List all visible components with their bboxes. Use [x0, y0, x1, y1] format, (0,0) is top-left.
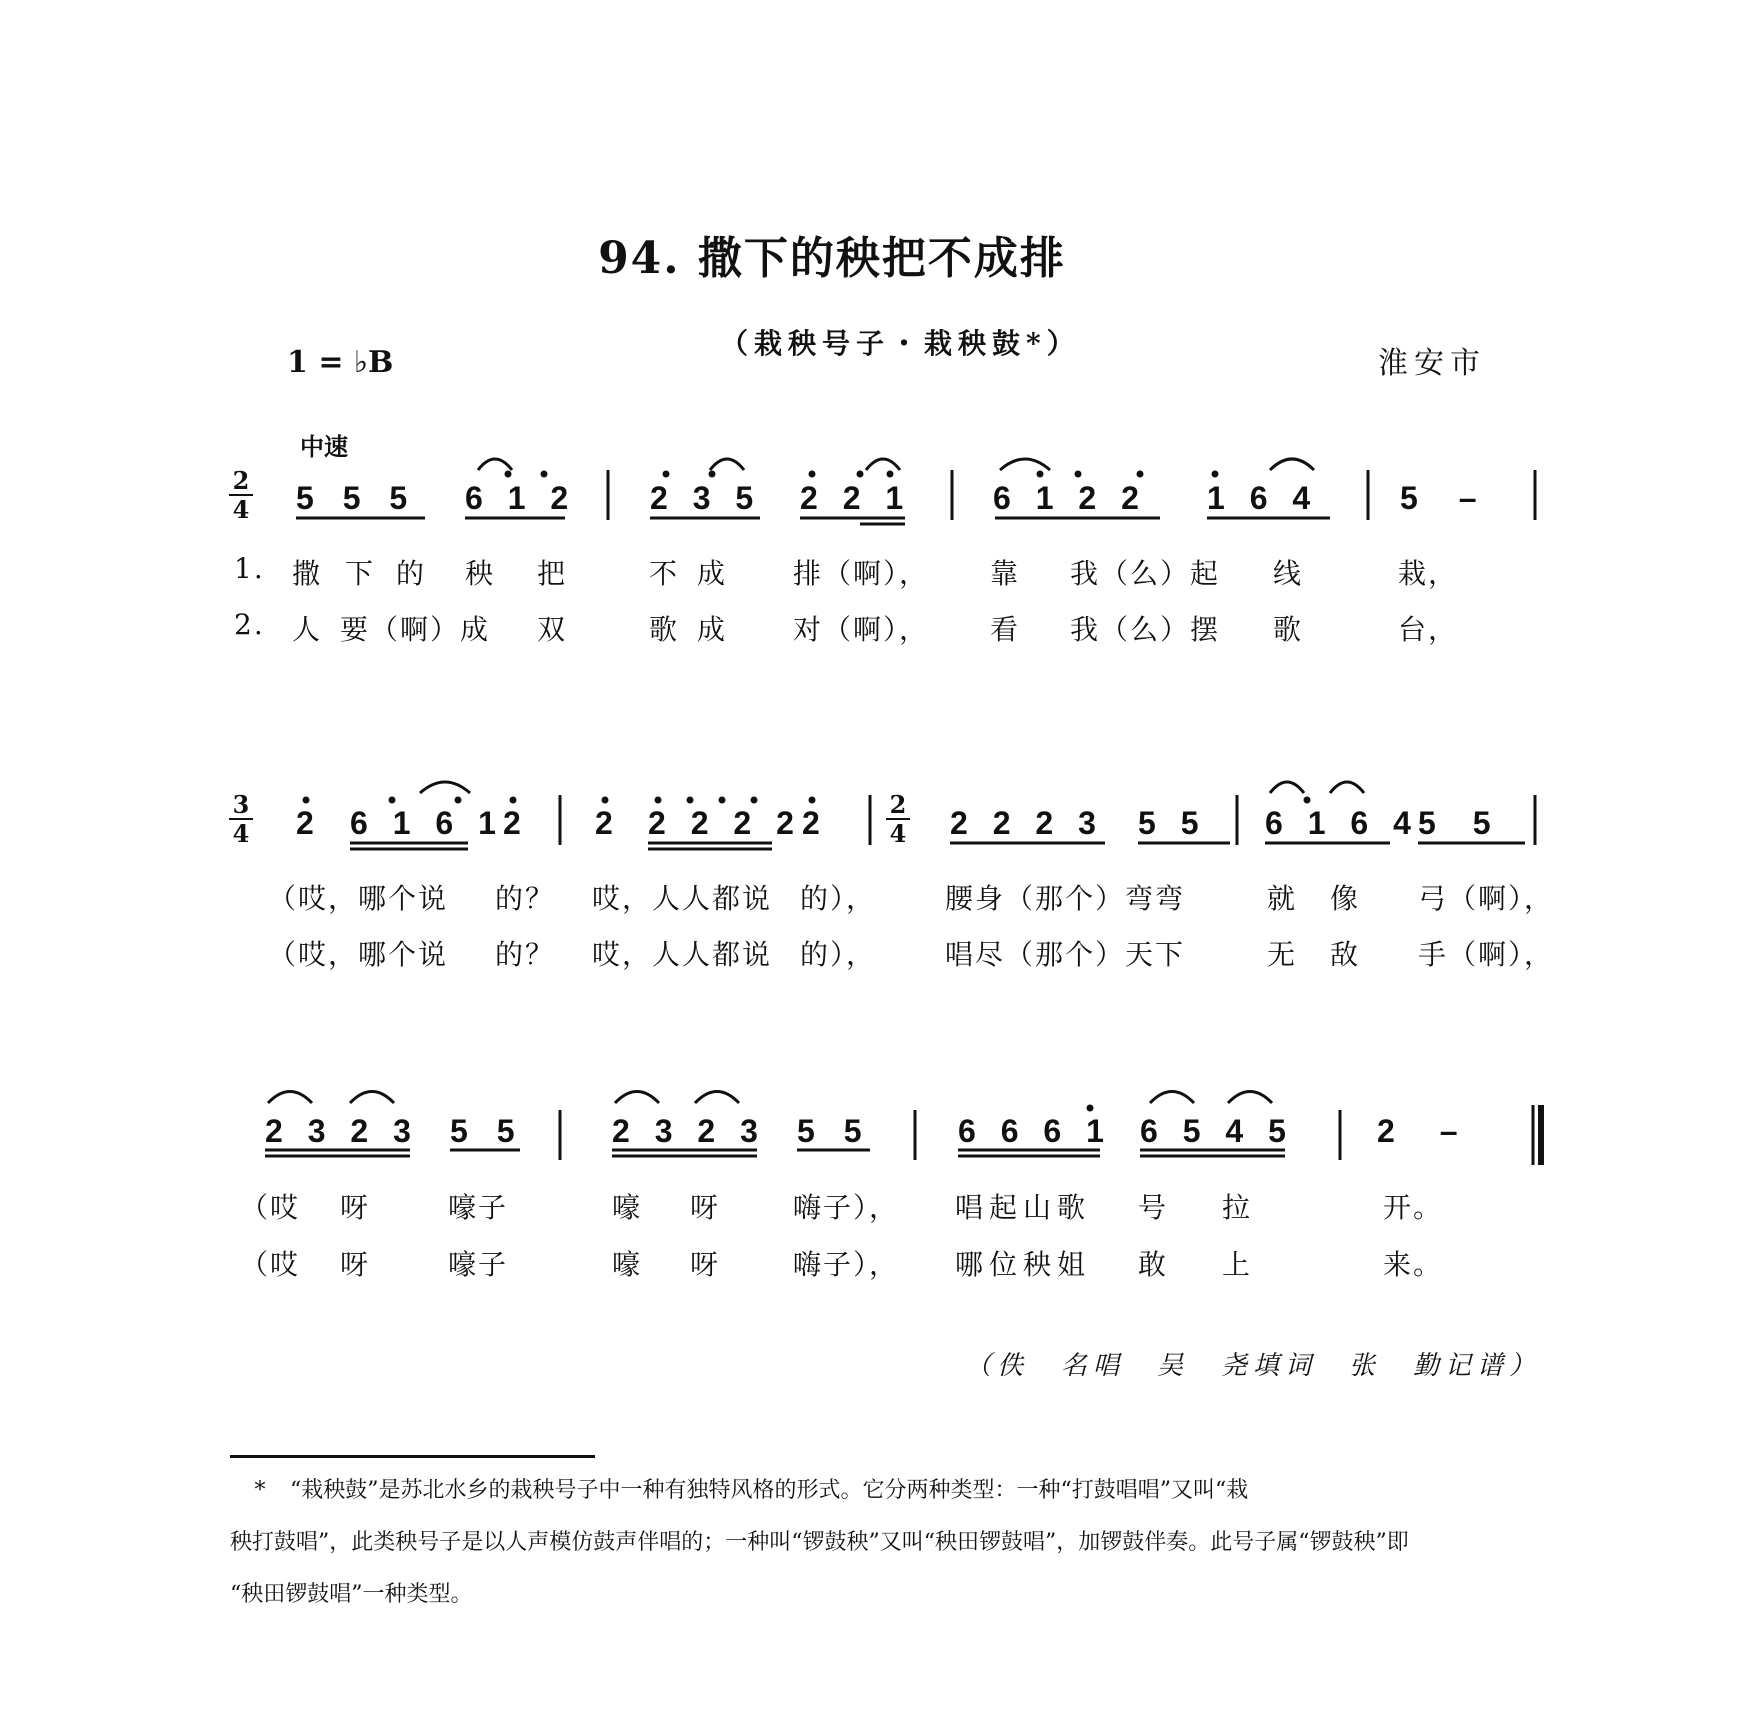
lyric-word: 撒 — [292, 557, 323, 590]
lyric-word: 嚎子 — [448, 1191, 509, 1224]
octave-dot — [505, 471, 512, 478]
slur — [866, 459, 900, 470]
slur — [710, 459, 744, 470]
lyric-word: 像 — [1330, 882, 1361, 915]
lyric-word: 呀 — [340, 1248, 371, 1281]
note-group: 5 5 — [450, 1113, 525, 1149]
lyric-word: 就 — [1267, 882, 1298, 915]
note-group: 2 — [595, 805, 613, 841]
note-group: 1 6 4 — [1207, 480, 1319, 516]
lyric-word: 的）， — [800, 882, 877, 915]
credits: （佚 名唱 吴 尧填词 张 勤记谱） — [965, 1351, 1542, 1381]
octave-dot — [719, 797, 726, 804]
octave-dot — [602, 797, 609, 804]
lyric-word: 线 — [1273, 557, 1304, 590]
note-group: 6 1 6 1 — [350, 805, 504, 841]
lyric-word: 的 — [396, 557, 427, 590]
slur — [1150, 1092, 1194, 1104]
slur — [478, 459, 512, 470]
lyric-word: 看 — [990, 613, 1021, 646]
lyric-word: 靠 — [990, 557, 1021, 590]
lyric-word: 歌 — [1273, 613, 1304, 646]
lyric-word: 号 — [1138, 1191, 1169, 1224]
time-signature: 2 4 — [886, 792, 910, 846]
lyric-word: 嚎子 — [448, 1248, 509, 1281]
lyric-word: 台， — [1398, 613, 1459, 646]
lyric-word: 敢 — [1138, 1248, 1169, 1281]
lyric-word: 敌 — [1330, 938, 1361, 971]
note-group: 5 5 — [1418, 805, 1505, 841]
lyric-word: 歌 — [649, 613, 680, 646]
note-group: 2 2 1 — [800, 480, 912, 516]
lyric-word: （哎，哪个说 — [268, 938, 449, 971]
octave-dot — [809, 471, 816, 478]
slur — [1228, 1092, 1272, 1104]
octave-dot — [455, 797, 462, 804]
lyric-word: 唱起山歌 — [955, 1191, 1092, 1224]
lyric-word: 呀 — [340, 1191, 371, 1224]
octave-dot — [1037, 471, 1044, 478]
octave-dot — [303, 797, 310, 804]
octave-dot — [510, 797, 517, 804]
lyric-word: 呀 — [690, 1191, 721, 1224]
lyric-word: 的）， — [800, 938, 877, 971]
note-group: 5 5 5 — [296, 480, 418, 516]
note-group: 2 — [503, 805, 521, 841]
lyric-word: 弓（啊）， — [1418, 882, 1555, 915]
verse-number: 2. — [234, 608, 265, 641]
lyric-word: 无 — [1267, 938, 1298, 971]
octave-dot — [1087, 1105, 1094, 1112]
lyric-word: 要（啊）成 — [340, 613, 491, 646]
note-group: 5 5 — [1138, 805, 1207, 841]
lyric-word: 的？ — [495, 882, 556, 915]
lyric-word: （哎，哪个说 — [268, 882, 449, 915]
octave-dot — [887, 471, 894, 478]
note-group: 6 6 6 1 — [958, 1113, 1112, 1149]
octave-dot — [663, 471, 670, 478]
lyric-word: 不 — [649, 557, 680, 590]
slur — [1270, 782, 1304, 793]
note-group: 6 1 6 4 — [1265, 805, 1419, 841]
slur — [695, 1092, 739, 1104]
lyric-word: 哎，人人都说 — [592, 938, 773, 971]
lyric-word: 开。 — [1383, 1191, 1444, 1224]
lyric-word: 手（啊）， — [1418, 938, 1555, 971]
octave-dot — [1304, 797, 1311, 804]
octave-dot — [1137, 471, 1144, 478]
slur — [615, 1092, 659, 1104]
song-title: 94. 撒下的秧把不成排 — [598, 233, 1066, 284]
lyric-word: 双 — [537, 613, 568, 646]
lyric-word: 上 — [1222, 1248, 1253, 1281]
octave-dot — [687, 797, 694, 804]
lyric-word: 来。 — [1383, 1248, 1444, 1281]
key-signature: 1 = ♭B — [287, 345, 394, 380]
lyric-word: 腰身（那个）弯弯 — [945, 882, 1186, 915]
lyric-word: （哎 — [240, 1191, 301, 1224]
note-group: 5 5 — [797, 1113, 872, 1149]
footnote-line: 秧打鼓唱”，此类秧号子是以人声模仿鼓声伴唱的；一种叫“锣鼓秧”又叫“秧田锣鼓唱”，加锣鼓伴奏。此号子属“锣鼓秧”即 — [230, 1530, 1409, 1555]
song-subtitle: （栽秧号子・栽秧鼓*） — [720, 327, 1081, 360]
octave-dot — [709, 471, 716, 478]
octave-dot — [655, 797, 662, 804]
lyric-word: 我（么）起 — [1070, 557, 1221, 590]
lyric-word: 哪位秧姐 — [955, 1248, 1092, 1281]
slur — [1330, 782, 1364, 793]
note-group: 6 1 2 2 — [993, 480, 1147, 516]
footnote-text: “栽秧鼓”是苏北水乡的栽秧号子中一种有独特风格的形式。它分两种类型：一种“打鼓唱唱”又叫“栽 — [290, 1478, 1249, 1503]
slur — [268, 1092, 312, 1104]
time-signature: 2 4 — [229, 468, 253, 522]
octave-dot — [857, 471, 864, 478]
verse-number: 1. — [234, 552, 265, 585]
slur — [1000, 459, 1050, 470]
lyric-word: 嚎 — [612, 1191, 643, 1224]
footnote-marker: * — [254, 1478, 266, 1503]
lyric-word: 拉 — [1222, 1191, 1253, 1224]
lyric-word: 唱尽（那个）天下 — [945, 938, 1186, 971]
note-group: 2 3 5 — [650, 480, 762, 516]
lyric-word: 成 — [697, 613, 728, 646]
note-group: 2 2 2 3 — [950, 805, 1104, 841]
slur — [1270, 459, 1314, 470]
lyric-word: 排（啊）， — [793, 557, 930, 590]
lyric-word: 我（么）摆 — [1070, 613, 1221, 646]
place-of-origin: 淮安市 — [1378, 346, 1486, 381]
lyric-word: 的？ — [495, 938, 556, 971]
note-group: 5 – — [1400, 480, 1493, 516]
lyric-word: 把 — [537, 557, 568, 590]
octave-dot — [389, 797, 396, 804]
lyric-word: 对（啊）， — [793, 613, 930, 646]
lyric-word: （哎 — [240, 1248, 301, 1281]
slur — [420, 782, 470, 793]
lyric-word: 呀 — [690, 1248, 721, 1281]
note-group: 2 3 2 3 — [265, 1113, 419, 1149]
lyric-word: 嗨子）， — [793, 1191, 900, 1224]
slur — [350, 1092, 394, 1104]
time-signature: 3 4 — [229, 792, 253, 846]
note-group: 2 2 2 2 — [648, 805, 802, 841]
lyric-word: 嚎 — [612, 1248, 643, 1281]
footnote-line: “秧田锣鼓唱”一种类型。 — [230, 1582, 473, 1607]
tempo-marking: 中速 — [300, 432, 348, 461]
note-group: 6 5 4 5 — [1140, 1113, 1294, 1149]
lyric-word: 人 — [292, 613, 323, 646]
note-group: 6 1 2 — [465, 480, 577, 516]
note-group: 2 — [802, 805, 820, 841]
lyric-word: 下 — [345, 557, 376, 590]
octave-dot — [751, 797, 758, 804]
lyric-word: 嗨子）， — [793, 1248, 900, 1281]
lyric-word: 哎，人人都说 — [592, 882, 773, 915]
octave-dot — [1075, 471, 1082, 478]
lyric-word: 栽， — [1398, 557, 1459, 590]
octave-dot — [541, 471, 548, 478]
note-group: 2 — [296, 805, 314, 841]
lyric-word: 成 — [697, 557, 728, 590]
octave-dot — [809, 797, 816, 804]
lyric-word: 秧 — [465, 557, 496, 590]
note-group: 2 3 2 3 — [612, 1113, 766, 1149]
octave-dot — [1212, 471, 1219, 478]
note-group: 2 – — [1377, 1113, 1476, 1149]
